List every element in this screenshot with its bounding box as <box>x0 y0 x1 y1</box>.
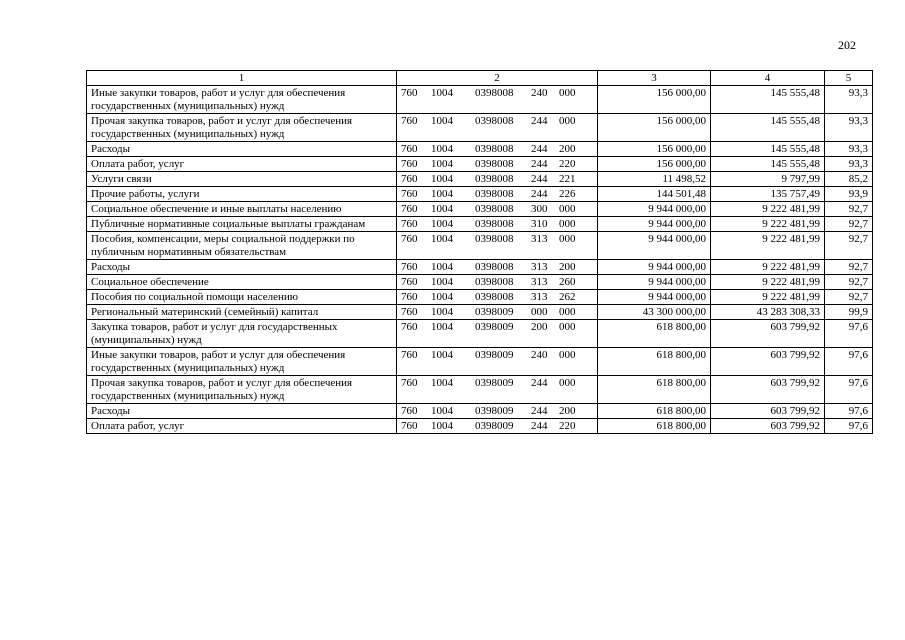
code-target: 0398008 <box>475 291 514 303</box>
row-planned: 618 800,00 <box>598 320 711 348</box>
row-planned: 9 944 000,00 <box>598 260 711 275</box>
row-percent: 99,9 <box>825 305 873 320</box>
table-row <box>87 157 873 172</box>
row-codes <box>397 232 598 260</box>
row-planned: 9 944 000,00 <box>598 202 711 217</box>
code-target: 0398008 <box>475 276 514 288</box>
table-row <box>87 305 873 320</box>
code-target: 0398008 <box>475 173 514 185</box>
row-percent: 97,6 <box>825 404 873 419</box>
code-expense-type: 240 <box>531 349 548 361</box>
code-target: 0398008 <box>475 188 514 200</box>
table-row <box>87 142 873 157</box>
code-target: 0398008 <box>475 115 514 127</box>
header-col-4: 4 <box>711 71 825 86</box>
code-kosgu: 260 <box>559 276 576 288</box>
code-target: 0398009 <box>475 321 514 333</box>
table-row <box>87 290 873 305</box>
header-col-3: 3 <box>598 71 711 86</box>
row-name: Иные закупки товаров, работ и услуг для обеспечения государственных (муниципальных) нужд <box>87 348 397 376</box>
row-name: Расходы <box>87 142 397 157</box>
row-planned: 43 300 000,00 <box>598 305 711 320</box>
code-ministry: 760 <box>401 87 418 99</box>
code-target: 0398008 <box>475 233 514 245</box>
code-section: 1004 <box>431 188 453 200</box>
row-codes <box>397 142 598 157</box>
code-section: 1004 <box>431 218 453 230</box>
row-percent: 93,3 <box>825 86 873 114</box>
code-section: 1004 <box>431 405 453 417</box>
row-name: Пособия, компенсации, меры социальной поддержки по публичным нормативным обязательствам <box>87 232 397 260</box>
code-kosgu: 000 <box>559 115 576 127</box>
row-planned: 618 800,00 <box>598 404 711 419</box>
row-percent: 97,6 <box>825 376 873 404</box>
code-ministry: 760 <box>401 291 418 303</box>
code-ministry: 760 <box>401 276 418 288</box>
row-name: Оплата работ, услуг <box>87 419 397 434</box>
code-target: 0398008 <box>475 218 514 230</box>
row-codes <box>397 419 598 434</box>
code-ministry: 760 <box>401 115 418 127</box>
code-expense-type: 244 <box>531 188 548 200</box>
row-executed: 9 222 481,99 <box>711 275 825 290</box>
row-codes <box>397 320 598 348</box>
code-target: 0398008 <box>475 203 514 215</box>
code-kosgu: 200 <box>559 405 576 417</box>
code-expense-type: 313 <box>531 261 548 273</box>
row-codes <box>397 202 598 217</box>
row-planned: 156 000,00 <box>598 157 711 172</box>
code-section: 1004 <box>431 377 453 389</box>
row-name: Социальное обеспечение и иные выплаты населению <box>87 202 397 217</box>
table-row <box>87 172 873 187</box>
row-codes <box>397 376 598 404</box>
row-name: Расходы <box>87 260 397 275</box>
row-percent: 92,7 <box>825 290 873 305</box>
row-executed: 145 555,48 <box>711 157 825 172</box>
row-executed: 9 797,99 <box>711 172 825 187</box>
row-name: Оплата работ, услуг <box>87 157 397 172</box>
code-section: 1004 <box>431 233 453 245</box>
row-percent: 93,3 <box>825 114 873 142</box>
row-name: Прочая закупка товаров, работ и услуг для обеспечения государственных (муниципальных) нужд <box>87 376 397 404</box>
code-target: 0398008 <box>475 87 514 99</box>
code-expense-type: 244 <box>531 173 548 185</box>
row-planned: 9 944 000,00 <box>598 232 711 260</box>
code-section: 1004 <box>431 420 453 432</box>
row-codes <box>397 260 598 275</box>
code-expense-type: 313 <box>531 233 548 245</box>
row-codes <box>397 348 598 376</box>
table-row <box>87 114 873 142</box>
code-kosgu: 000 <box>559 203 576 215</box>
code-target: 0398008 <box>475 143 514 155</box>
code-kosgu: 200 <box>559 261 576 273</box>
header-row <box>87 71 873 86</box>
row-percent: 97,6 <box>825 320 873 348</box>
code-ministry: 760 <box>401 261 418 273</box>
code-expense-type: 244 <box>531 377 548 389</box>
table-row <box>87 320 873 348</box>
code-kosgu: 262 <box>559 291 576 303</box>
code-section: 1004 <box>431 158 453 170</box>
row-codes <box>397 305 598 320</box>
row-executed: 603 799,92 <box>711 320 825 348</box>
row-name: Региональный материнский (семейный) капитал <box>87 305 397 320</box>
row-codes <box>397 172 598 187</box>
code-section: 1004 <box>431 87 453 99</box>
row-name: Социальное обеспечение <box>87 275 397 290</box>
header-col-2: 2 <box>397 71 598 86</box>
code-expense-type: 244 <box>531 420 548 432</box>
row-percent: 92,7 <box>825 217 873 232</box>
code-target: 0398009 <box>475 377 514 389</box>
code-kosgu: 000 <box>559 233 576 245</box>
row-executed: 603 799,92 <box>711 376 825 404</box>
row-percent: 85,2 <box>825 172 873 187</box>
code-ministry: 760 <box>401 233 418 245</box>
code-section: 1004 <box>431 276 453 288</box>
code-expense-type: 244 <box>531 158 548 170</box>
row-percent: 93,3 <box>825 157 873 172</box>
table-row <box>87 187 873 202</box>
table-row <box>87 232 873 260</box>
row-percent: 93,9 <box>825 187 873 202</box>
row-codes <box>397 86 598 114</box>
row-executed: 9 222 481,99 <box>711 260 825 275</box>
row-executed: 135 757,49 <box>711 187 825 202</box>
code-ministry: 760 <box>401 188 418 200</box>
code-expense-type: 244 <box>531 115 548 127</box>
code-expense-type: 313 <box>531 291 548 303</box>
code-section: 1004 <box>431 306 453 318</box>
row-codes <box>397 290 598 305</box>
row-percent: 92,7 <box>825 202 873 217</box>
table-row <box>87 202 873 217</box>
row-name: Закупка товаров, работ и услуг для государственных (муниципальных) нужд <box>87 320 397 348</box>
code-expense-type: 200 <box>531 321 548 333</box>
row-name: Пособия по социальной помощи населению <box>87 290 397 305</box>
code-ministry: 760 <box>401 349 418 361</box>
row-planned: 11 498,52 <box>598 172 711 187</box>
code-section: 1004 <box>431 291 453 303</box>
code-ministry: 760 <box>401 420 418 432</box>
code-section: 1004 <box>431 349 453 361</box>
code-expense-type: 300 <box>531 203 548 215</box>
code-target: 0398008 <box>475 261 514 273</box>
row-executed: 9 222 481,99 <box>711 202 825 217</box>
row-executed: 145 555,48 <box>711 86 825 114</box>
code-ministry: 760 <box>401 143 418 155</box>
row-name: Публичные нормативные социальные выплаты гражданам <box>87 217 397 232</box>
row-name: Иные закупки товаров, работ и услуг для обеспечения государственных (муниципальных) нужд <box>87 86 397 114</box>
code-ministry: 760 <box>401 405 418 417</box>
row-executed: 9 222 481,99 <box>711 217 825 232</box>
row-executed: 9 222 481,99 <box>711 290 825 305</box>
row-percent: 92,7 <box>825 260 873 275</box>
row-codes <box>397 114 598 142</box>
row-name: Прочие работы, услуги <box>87 187 397 202</box>
code-target: 0398009 <box>475 420 514 432</box>
row-name: Услуги связи <box>87 172 397 187</box>
table-row <box>87 419 873 434</box>
row-executed: 603 799,92 <box>711 419 825 434</box>
page-number: 202 <box>838 38 856 52</box>
row-planned: 156 000,00 <box>598 86 711 114</box>
table-row <box>87 275 873 290</box>
row-executed: 43 283 308,33 <box>711 305 825 320</box>
code-kosgu: 000 <box>559 218 576 230</box>
code-section: 1004 <box>431 321 453 333</box>
row-planned: 9 944 000,00 <box>598 290 711 305</box>
code-section: 1004 <box>431 261 453 273</box>
header-col-1: 1 <box>87 71 397 86</box>
code-target: 0398009 <box>475 405 514 417</box>
row-planned: 9 944 000,00 <box>598 275 711 290</box>
row-percent: 92,7 <box>825 275 873 290</box>
code-expense-type: 313 <box>531 276 548 288</box>
code-ministry: 760 <box>401 218 418 230</box>
row-percent: 92,7 <box>825 232 873 260</box>
code-ministry: 760 <box>401 377 418 389</box>
code-kosgu: 000 <box>559 321 576 333</box>
code-expense-type: 244 <box>531 143 548 155</box>
budget-table <box>86 70 873 434</box>
code-ministry: 760 <box>401 158 418 170</box>
row-planned: 156 000,00 <box>598 114 711 142</box>
row-name: Прочая закупка товаров, работ и услуг для обеспечения государственных (муниципальных) нужд <box>87 114 397 142</box>
row-codes <box>397 187 598 202</box>
row-executed: 145 555,48 <box>711 142 825 157</box>
code-expense-type: 000 <box>531 306 548 318</box>
code-kosgu: 000 <box>559 377 576 389</box>
code-kosgu: 000 <box>559 349 576 361</box>
table-row <box>87 86 873 114</box>
code-section: 1004 <box>431 143 453 155</box>
code-expense-type: 240 <box>531 87 548 99</box>
code-ministry: 760 <box>401 173 418 185</box>
code-kosgu: 000 <box>559 87 576 99</box>
row-percent: 97,6 <box>825 419 873 434</box>
code-expense-type: 310 <box>531 218 548 230</box>
code-kosgu: 220 <box>559 420 576 432</box>
code-ministry: 760 <box>401 306 418 318</box>
row-codes <box>397 157 598 172</box>
code-section: 1004 <box>431 173 453 185</box>
header-col-5: 5 <box>825 71 873 86</box>
code-section: 1004 <box>431 115 453 127</box>
row-executed: 145 555,48 <box>711 114 825 142</box>
code-target: 0398009 <box>475 349 514 361</box>
row-codes <box>397 217 598 232</box>
code-expense-type: 244 <box>531 405 548 417</box>
row-percent: 97,6 <box>825 348 873 376</box>
row-planned: 9 944 000,00 <box>598 217 711 232</box>
table-row <box>87 376 873 404</box>
code-target: 0398008 <box>475 158 514 170</box>
code-kosgu: 226 <box>559 188 576 200</box>
row-name: Расходы <box>87 404 397 419</box>
code-kosgu: 000 <box>559 306 576 318</box>
row-executed: 603 799,92 <box>711 348 825 376</box>
code-section: 1004 <box>431 203 453 215</box>
row-codes <box>397 404 598 419</box>
table-header <box>87 71 873 86</box>
row-codes <box>397 275 598 290</box>
row-executed: 9 222 481,99 <box>711 232 825 260</box>
code-target: 0398009 <box>475 306 514 318</box>
table-row <box>87 260 873 275</box>
table-row <box>87 404 873 419</box>
table-row <box>87 348 873 376</box>
code-kosgu: 220 <box>559 158 576 170</box>
table-row <box>87 217 873 232</box>
code-ministry: 760 <box>401 203 418 215</box>
row-percent: 93,3 <box>825 142 873 157</box>
table-body <box>87 86 873 434</box>
row-planned: 144 501,48 <box>598 187 711 202</box>
code-ministry: 760 <box>401 321 418 333</box>
code-kosgu: 200 <box>559 143 576 155</box>
row-planned: 156 000,00 <box>598 142 711 157</box>
code-kosgu: 221 <box>559 173 576 185</box>
row-planned: 618 800,00 <box>598 348 711 376</box>
row-planned: 618 800,00 <box>598 419 711 434</box>
row-planned: 618 800,00 <box>598 376 711 404</box>
row-executed: 603 799,92 <box>711 404 825 419</box>
